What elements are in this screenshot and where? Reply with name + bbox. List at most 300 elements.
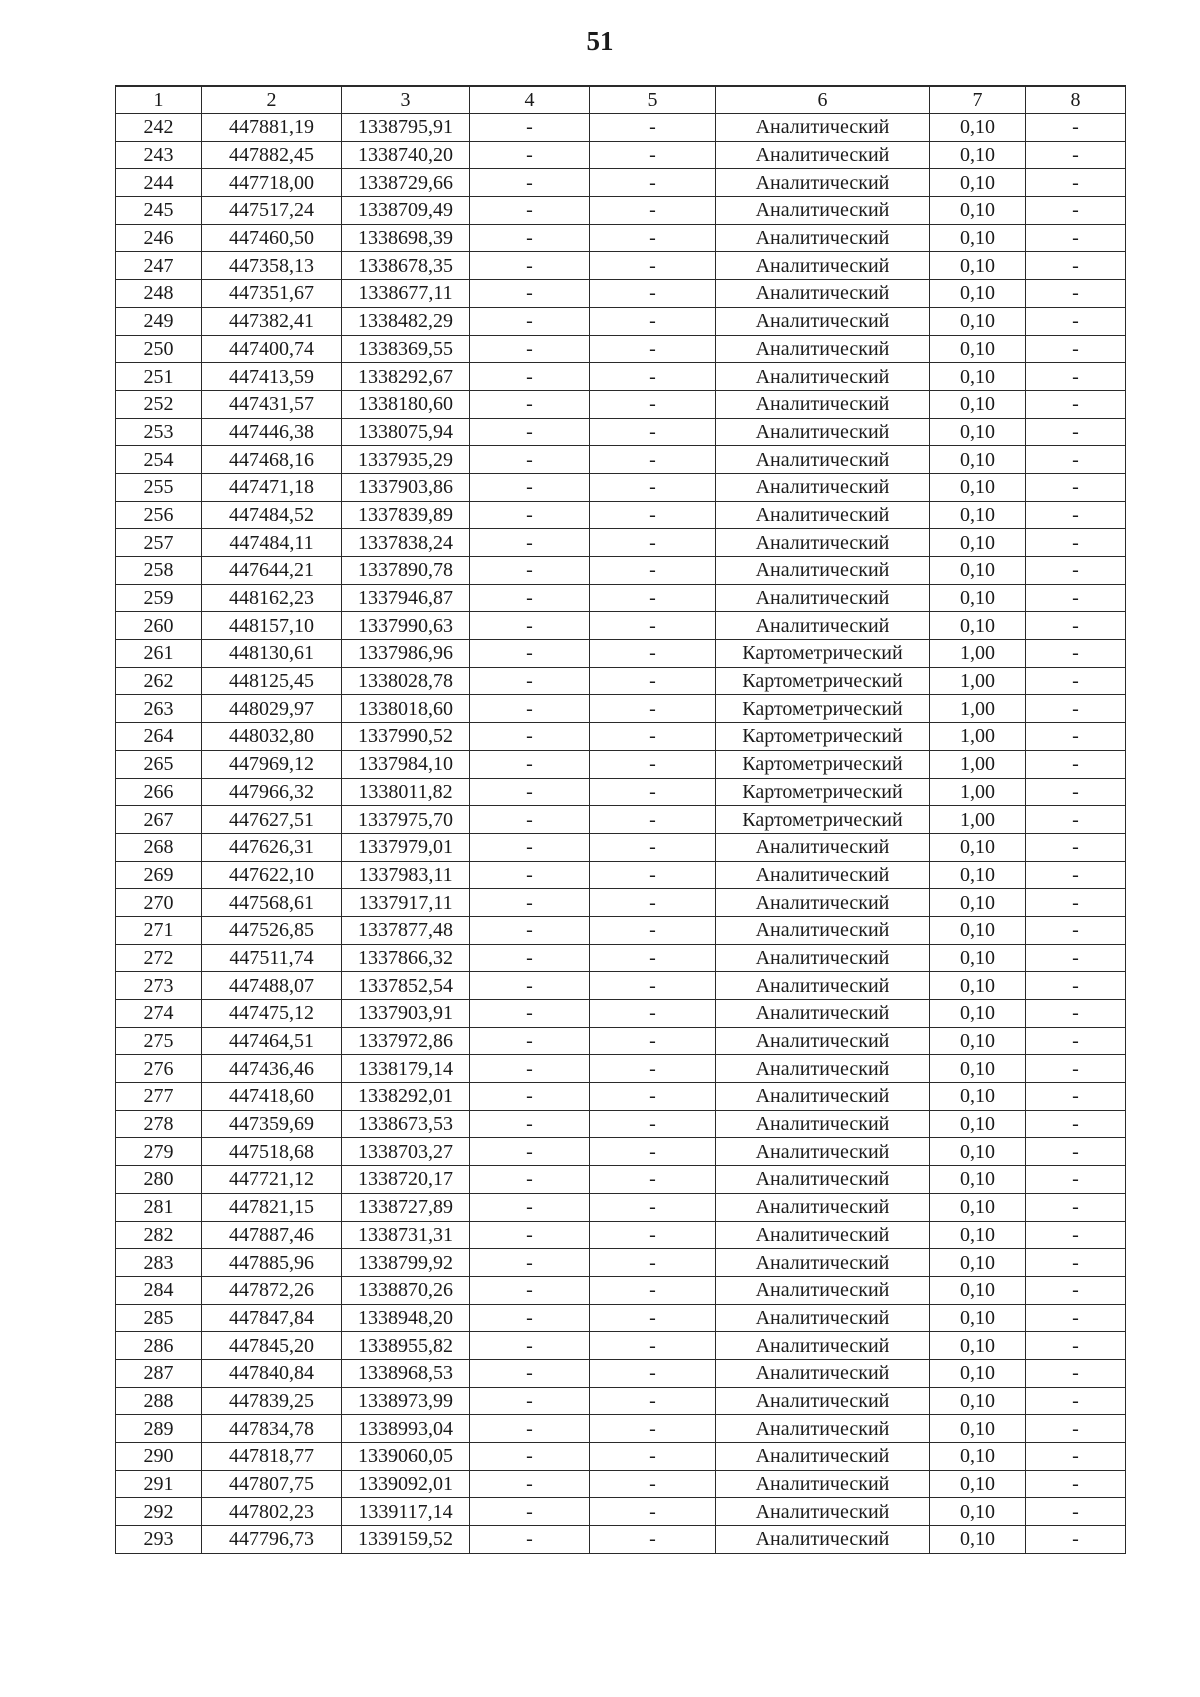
x-coordinate-cell: 447802,23 bbox=[202, 1498, 342, 1526]
method-cell: Аналитический bbox=[716, 584, 930, 612]
y-coordinate-cell: 1338678,35 bbox=[342, 252, 470, 280]
col5-cell: - bbox=[590, 1387, 716, 1415]
point-number-cell: 293 bbox=[116, 1526, 202, 1554]
col8-cell: - bbox=[1026, 916, 1126, 944]
col4-cell: - bbox=[470, 169, 590, 197]
col8-cell: - bbox=[1026, 1110, 1126, 1138]
col8-cell: - bbox=[1026, 667, 1126, 695]
point-number-cell: 282 bbox=[116, 1221, 202, 1249]
col5-cell: - bbox=[590, 1083, 716, 1111]
col5-cell: - bbox=[590, 280, 716, 308]
col8-cell: - bbox=[1026, 1332, 1126, 1360]
x-coordinate-cell: 448130,61 bbox=[202, 640, 342, 668]
col8-cell: - bbox=[1026, 1443, 1126, 1471]
y-coordinate-cell: 1337990,52 bbox=[342, 723, 470, 751]
y-coordinate-cell: 1339159,52 bbox=[342, 1526, 470, 1554]
y-coordinate-cell: 1338677,11 bbox=[342, 280, 470, 308]
x-coordinate-cell: 447818,77 bbox=[202, 1443, 342, 1471]
accuracy-cell: 0,10 bbox=[930, 1470, 1026, 1498]
col5-cell: - bbox=[590, 473, 716, 501]
col5-cell: - bbox=[590, 1000, 716, 1028]
accuracy-cell: 0,10 bbox=[930, 1526, 1026, 1554]
col4-cell: - bbox=[470, 723, 590, 751]
y-coordinate-cell: 1339060,05 bbox=[342, 1443, 470, 1471]
point-number-cell: 244 bbox=[116, 169, 202, 197]
accuracy-cell: 0,10 bbox=[930, 169, 1026, 197]
table-row bbox=[116, 861, 1126, 889]
point-number-cell: 261 bbox=[116, 640, 202, 668]
col4-cell: - bbox=[470, 280, 590, 308]
col5-cell: - bbox=[590, 806, 716, 834]
point-number-cell: 291 bbox=[116, 1470, 202, 1498]
col8-cell: - bbox=[1026, 1276, 1126, 1304]
method-cell: Картометрический bbox=[716, 695, 930, 723]
table-row bbox=[116, 280, 1126, 308]
col8-cell: - bbox=[1026, 197, 1126, 225]
col4-cell: - bbox=[470, 667, 590, 695]
col5-cell: - bbox=[590, 1498, 716, 1526]
accuracy-cell: 0,10 bbox=[930, 335, 1026, 363]
y-coordinate-cell: 1339117,14 bbox=[342, 1498, 470, 1526]
table-row bbox=[116, 114, 1126, 142]
col5-cell: - bbox=[590, 169, 716, 197]
point-number-cell: 249 bbox=[116, 307, 202, 335]
column-header: 4 bbox=[470, 86, 590, 114]
table-row bbox=[116, 916, 1126, 944]
point-number-cell: 278 bbox=[116, 1110, 202, 1138]
table-row bbox=[116, 1027, 1126, 1055]
col8-cell: - bbox=[1026, 307, 1126, 335]
col5-cell: - bbox=[590, 667, 716, 695]
col4-cell: - bbox=[470, 1359, 590, 1387]
col4-cell: - bbox=[470, 1221, 590, 1249]
method-cell: Аналитический bbox=[716, 114, 930, 142]
col4-cell: - bbox=[470, 1193, 590, 1221]
page-number: 51 bbox=[586, 26, 614, 56]
col4-cell: - bbox=[470, 307, 590, 335]
method-cell: Аналитический bbox=[716, 1193, 930, 1221]
col4-cell: - bbox=[470, 916, 590, 944]
method-cell: Аналитический bbox=[716, 1276, 930, 1304]
point-number-cell: 266 bbox=[116, 778, 202, 806]
y-coordinate-cell: 1338011,82 bbox=[342, 778, 470, 806]
col8-cell: - bbox=[1026, 390, 1126, 418]
table-row bbox=[116, 1000, 1126, 1028]
method-cell: Аналитический bbox=[716, 1526, 930, 1554]
col8-cell: - bbox=[1026, 1000, 1126, 1028]
method-cell: Аналитический bbox=[716, 197, 930, 225]
table-row bbox=[116, 1526, 1126, 1554]
x-coordinate-cell: 447518,68 bbox=[202, 1138, 342, 1166]
point-number-cell: 265 bbox=[116, 750, 202, 778]
col5-cell: - bbox=[590, 972, 716, 1000]
col8-cell: - bbox=[1026, 1138, 1126, 1166]
accuracy-cell: 0,10 bbox=[930, 1110, 1026, 1138]
col5-cell: - bbox=[590, 1470, 716, 1498]
accuracy-cell: 0,10 bbox=[930, 612, 1026, 640]
y-coordinate-cell: 1338973,99 bbox=[342, 1387, 470, 1415]
point-number-cell: 257 bbox=[116, 529, 202, 557]
point-number-cell: 263 bbox=[116, 695, 202, 723]
y-coordinate-cell: 1338731,31 bbox=[342, 1221, 470, 1249]
x-coordinate-cell: 447718,00 bbox=[202, 169, 342, 197]
accuracy-cell: 0,10 bbox=[930, 390, 1026, 418]
accuracy-cell: 0,10 bbox=[930, 1304, 1026, 1332]
col5-cell: - bbox=[590, 1110, 716, 1138]
y-coordinate-cell: 1338292,01 bbox=[342, 1083, 470, 1111]
method-cell: Аналитический bbox=[716, 1387, 930, 1415]
col5-cell: - bbox=[590, 1443, 716, 1471]
method-cell: Аналитический bbox=[716, 446, 930, 474]
col4-cell: - bbox=[470, 584, 590, 612]
table-row bbox=[116, 529, 1126, 557]
col8-cell: - bbox=[1026, 889, 1126, 917]
point-number-cell: 256 bbox=[116, 501, 202, 529]
col4-cell: - bbox=[470, 473, 590, 501]
table-row bbox=[116, 141, 1126, 169]
x-coordinate-cell: 447400,74 bbox=[202, 335, 342, 363]
method-cell: Аналитический bbox=[716, 1138, 930, 1166]
col8-cell: - bbox=[1026, 1249, 1126, 1277]
col5-cell: - bbox=[590, 1027, 716, 1055]
point-number-cell: 279 bbox=[116, 1138, 202, 1166]
point-number-cell: 288 bbox=[116, 1387, 202, 1415]
accuracy-cell: 0,10 bbox=[930, 529, 1026, 557]
col8-cell: - bbox=[1026, 141, 1126, 169]
col4-cell: - bbox=[470, 1498, 590, 1526]
col5-cell: - bbox=[590, 390, 716, 418]
point-number-cell: 269 bbox=[116, 861, 202, 889]
col5-cell: - bbox=[590, 114, 716, 142]
accuracy-cell: 0,10 bbox=[930, 1193, 1026, 1221]
col8-cell: - bbox=[1026, 1526, 1126, 1554]
x-coordinate-cell: 447471,18 bbox=[202, 473, 342, 501]
table-row bbox=[116, 944, 1126, 972]
point-number-cell: 274 bbox=[116, 1000, 202, 1028]
point-number-cell: 273 bbox=[116, 972, 202, 1000]
x-coordinate-cell: 447626,31 bbox=[202, 833, 342, 861]
col4-cell: - bbox=[470, 252, 590, 280]
col5-cell: - bbox=[590, 1221, 716, 1249]
method-cell: Картометрический bbox=[716, 806, 930, 834]
col4-cell: - bbox=[470, 1526, 590, 1554]
accuracy-cell: 0,10 bbox=[930, 1359, 1026, 1387]
y-coordinate-cell: 1337935,29 bbox=[342, 446, 470, 474]
col8-cell: - bbox=[1026, 501, 1126, 529]
method-cell: Аналитический bbox=[716, 473, 930, 501]
accuracy-cell: 1,00 bbox=[930, 667, 1026, 695]
table-row bbox=[116, 1470, 1126, 1498]
col4-cell: - bbox=[470, 806, 590, 834]
coordinates-table bbox=[115, 85, 1126, 1554]
method-cell: Аналитический bbox=[716, 612, 930, 640]
col8-cell: - bbox=[1026, 778, 1126, 806]
col5-cell: - bbox=[590, 446, 716, 474]
col5-cell: - bbox=[590, 889, 716, 917]
col4-cell: - bbox=[470, 363, 590, 391]
y-coordinate-cell: 1337946,87 bbox=[342, 584, 470, 612]
y-coordinate-cell: 1337986,96 bbox=[342, 640, 470, 668]
y-coordinate-cell: 1338369,55 bbox=[342, 335, 470, 363]
x-coordinate-cell: 447840,84 bbox=[202, 1359, 342, 1387]
accuracy-cell: 0,10 bbox=[930, 141, 1026, 169]
column-header: 8 bbox=[1026, 86, 1126, 114]
table-row bbox=[116, 584, 1126, 612]
table-row bbox=[116, 335, 1126, 363]
x-coordinate-cell: 447887,46 bbox=[202, 1221, 342, 1249]
x-coordinate-cell: 447966,32 bbox=[202, 778, 342, 806]
point-number-cell: 285 bbox=[116, 1304, 202, 1332]
method-cell: Аналитический bbox=[716, 1498, 930, 1526]
col8-cell: - bbox=[1026, 418, 1126, 446]
col4-cell: - bbox=[470, 778, 590, 806]
col4-cell: - bbox=[470, 1304, 590, 1332]
col5-cell: - bbox=[590, 501, 716, 529]
col4-cell: - bbox=[470, 1138, 590, 1166]
col8-cell: - bbox=[1026, 750, 1126, 778]
col8-cell: - bbox=[1026, 446, 1126, 474]
x-coordinate-cell: 447796,73 bbox=[202, 1526, 342, 1554]
x-coordinate-cell: 447526,85 bbox=[202, 916, 342, 944]
col4-cell: - bbox=[470, 1276, 590, 1304]
x-coordinate-cell: 447358,13 bbox=[202, 252, 342, 280]
col4-cell: - bbox=[470, 390, 590, 418]
method-cell: Аналитический bbox=[716, 861, 930, 889]
accuracy-cell: 0,10 bbox=[930, 1221, 1026, 1249]
col8-cell: - bbox=[1026, 944, 1126, 972]
accuracy-cell: 0,10 bbox=[930, 557, 1026, 585]
col8-cell: - bbox=[1026, 224, 1126, 252]
point-number-cell: 275 bbox=[116, 1027, 202, 1055]
point-number-cell: 246 bbox=[116, 224, 202, 252]
method-cell: Аналитический bbox=[716, 1000, 930, 1028]
table-row bbox=[116, 446, 1126, 474]
point-number-cell: 252 bbox=[116, 390, 202, 418]
col8-cell: - bbox=[1026, 640, 1126, 668]
table-row bbox=[116, 1276, 1126, 1304]
col5-cell: - bbox=[590, 1193, 716, 1221]
table-row bbox=[116, 612, 1126, 640]
point-number-cell: 254 bbox=[116, 446, 202, 474]
method-cell: Картометрический bbox=[716, 750, 930, 778]
col8-cell: - bbox=[1026, 169, 1126, 197]
y-coordinate-cell: 1337972,86 bbox=[342, 1027, 470, 1055]
x-coordinate-cell: 447413,59 bbox=[202, 363, 342, 391]
y-coordinate-cell: 1337975,70 bbox=[342, 806, 470, 834]
y-coordinate-cell: 1338703,27 bbox=[342, 1138, 470, 1166]
col4-cell: - bbox=[470, 1000, 590, 1028]
y-coordinate-cell: 1338740,20 bbox=[342, 141, 470, 169]
x-coordinate-cell: 447484,11 bbox=[202, 529, 342, 557]
accuracy-cell: 0,10 bbox=[930, 1415, 1026, 1443]
y-coordinate-cell: 1338795,91 bbox=[342, 114, 470, 142]
table-row bbox=[116, 473, 1126, 501]
x-coordinate-cell: 448157,10 bbox=[202, 612, 342, 640]
table-row bbox=[116, 363, 1126, 391]
col8-cell: - bbox=[1026, 1304, 1126, 1332]
point-number-cell: 271 bbox=[116, 916, 202, 944]
table-row bbox=[116, 390, 1126, 418]
col4-cell: - bbox=[470, 418, 590, 446]
x-coordinate-cell: 447807,75 bbox=[202, 1470, 342, 1498]
point-number-cell: 287 bbox=[116, 1359, 202, 1387]
col5-cell: - bbox=[590, 1526, 716, 1554]
method-cell: Аналитический bbox=[716, 1166, 930, 1194]
y-coordinate-cell: 1337852,54 bbox=[342, 972, 470, 1000]
y-coordinate-cell: 1338673,53 bbox=[342, 1110, 470, 1138]
col5-cell: - bbox=[590, 557, 716, 585]
col4-cell: - bbox=[470, 501, 590, 529]
x-coordinate-cell: 447847,84 bbox=[202, 1304, 342, 1332]
x-coordinate-cell: 447484,52 bbox=[202, 501, 342, 529]
col5-cell: - bbox=[590, 1304, 716, 1332]
accuracy-cell: 0,10 bbox=[930, 833, 1026, 861]
method-cell: Картометрический bbox=[716, 778, 930, 806]
table-row bbox=[116, 723, 1126, 751]
col5-cell: - bbox=[590, 612, 716, 640]
col4-cell: - bbox=[470, 529, 590, 557]
point-number-cell: 270 bbox=[116, 889, 202, 917]
method-cell: Картометрический bbox=[716, 640, 930, 668]
y-coordinate-cell: 1338727,89 bbox=[342, 1193, 470, 1221]
accuracy-cell: 0,10 bbox=[930, 1055, 1026, 1083]
method-cell: Аналитический bbox=[716, 252, 930, 280]
accuracy-cell: 0,10 bbox=[930, 916, 1026, 944]
method-cell: Аналитический bbox=[716, 501, 930, 529]
col5-cell: - bbox=[590, 750, 716, 778]
x-coordinate-cell: 447488,07 bbox=[202, 972, 342, 1000]
point-number-cell: 251 bbox=[116, 363, 202, 391]
point-number-cell: 284 bbox=[116, 1276, 202, 1304]
method-cell: Аналитический bbox=[716, 1249, 930, 1277]
y-coordinate-cell: 1338968,53 bbox=[342, 1359, 470, 1387]
accuracy-cell: 0,10 bbox=[930, 252, 1026, 280]
method-cell: Аналитический bbox=[716, 1221, 930, 1249]
col5-cell: - bbox=[590, 723, 716, 751]
col4-cell: - bbox=[470, 1083, 590, 1111]
point-number-cell: 247 bbox=[116, 252, 202, 280]
point-number-cell: 258 bbox=[116, 557, 202, 585]
point-number-cell: 253 bbox=[116, 418, 202, 446]
x-coordinate-cell: 448125,45 bbox=[202, 667, 342, 695]
table-row bbox=[116, 1110, 1126, 1138]
x-coordinate-cell: 447885,96 bbox=[202, 1249, 342, 1277]
method-cell: Аналитический bbox=[716, 889, 930, 917]
table-row bbox=[116, 1332, 1126, 1360]
col5-cell: - bbox=[590, 833, 716, 861]
col8-cell: - bbox=[1026, 1387, 1126, 1415]
table-row bbox=[116, 1249, 1126, 1277]
y-coordinate-cell: 1337917,11 bbox=[342, 889, 470, 917]
col5-cell: - bbox=[590, 141, 716, 169]
col4-cell: - bbox=[470, 1027, 590, 1055]
point-number-cell: 259 bbox=[116, 584, 202, 612]
y-coordinate-cell: 1337990,63 bbox=[342, 612, 470, 640]
col4-cell: - bbox=[470, 1166, 590, 1194]
col4-cell: - bbox=[470, 750, 590, 778]
point-number-cell: 267 bbox=[116, 806, 202, 834]
col8-cell: - bbox=[1026, 1166, 1126, 1194]
table-header-row bbox=[116, 86, 1126, 114]
accuracy-cell: 0,10 bbox=[930, 972, 1026, 1000]
column-header: 5 bbox=[590, 86, 716, 114]
y-coordinate-cell: 1337903,86 bbox=[342, 473, 470, 501]
point-number-cell: 290 bbox=[116, 1443, 202, 1471]
table-row bbox=[116, 197, 1126, 225]
accuracy-cell: 0,10 bbox=[930, 1443, 1026, 1471]
col4-cell: - bbox=[470, 557, 590, 585]
y-coordinate-cell: 1338028,78 bbox=[342, 667, 470, 695]
method-cell: Картометрический bbox=[716, 667, 930, 695]
accuracy-cell: 0,10 bbox=[930, 1387, 1026, 1415]
method-cell: Аналитический bbox=[716, 1443, 930, 1471]
col5-cell: - bbox=[590, 224, 716, 252]
y-coordinate-cell: 1338179,14 bbox=[342, 1055, 470, 1083]
method-cell: Аналитический bbox=[716, 363, 930, 391]
accuracy-cell: 1,00 bbox=[930, 778, 1026, 806]
method-cell: Аналитический bbox=[716, 1470, 930, 1498]
method-cell: Аналитический bbox=[716, 224, 930, 252]
table-row bbox=[116, 252, 1126, 280]
table-row bbox=[116, 1359, 1126, 1387]
x-coordinate-cell: 447881,19 bbox=[202, 114, 342, 142]
col4-cell: - bbox=[470, 861, 590, 889]
col5-cell: - bbox=[590, 529, 716, 557]
col8-cell: - bbox=[1026, 1470, 1126, 1498]
col5-cell: - bbox=[590, 1276, 716, 1304]
col8-cell: - bbox=[1026, 363, 1126, 391]
col8-cell: - bbox=[1026, 1498, 1126, 1526]
point-number-cell: 283 bbox=[116, 1249, 202, 1277]
accuracy-cell: 0,10 bbox=[930, 1249, 1026, 1277]
col8-cell: - bbox=[1026, 861, 1126, 889]
x-coordinate-cell: 447622,10 bbox=[202, 861, 342, 889]
column-header: 6 bbox=[716, 86, 930, 114]
col8-cell: - bbox=[1026, 584, 1126, 612]
y-coordinate-cell: 1337983,11 bbox=[342, 861, 470, 889]
col8-cell: - bbox=[1026, 612, 1126, 640]
table-row bbox=[116, 501, 1126, 529]
x-coordinate-cell: 447418,60 bbox=[202, 1083, 342, 1111]
x-coordinate-cell: 447446,38 bbox=[202, 418, 342, 446]
y-coordinate-cell: 1338292,67 bbox=[342, 363, 470, 391]
y-coordinate-cell: 1338180,60 bbox=[342, 390, 470, 418]
x-coordinate-cell: 447721,12 bbox=[202, 1166, 342, 1194]
table-row bbox=[116, 1443, 1126, 1471]
method-cell: Аналитический bbox=[716, 1359, 930, 1387]
accuracy-cell: 0,10 bbox=[930, 1332, 1026, 1360]
point-number-cell: 250 bbox=[116, 335, 202, 363]
point-number-cell: 292 bbox=[116, 1498, 202, 1526]
table-row bbox=[116, 1166, 1126, 1194]
method-cell: Аналитический bbox=[716, 529, 930, 557]
accuracy-cell: 0,10 bbox=[930, 1498, 1026, 1526]
col4-cell: - bbox=[470, 640, 590, 668]
col4-cell: - bbox=[470, 1470, 590, 1498]
col8-cell: - bbox=[1026, 473, 1126, 501]
x-coordinate-cell: 447382,41 bbox=[202, 307, 342, 335]
point-number-cell: 264 bbox=[116, 723, 202, 751]
accuracy-cell: 1,00 bbox=[930, 750, 1026, 778]
accuracy-cell: 1,00 bbox=[930, 640, 1026, 668]
table-row bbox=[116, 1304, 1126, 1332]
col5-cell: - bbox=[590, 1359, 716, 1387]
point-number-cell: 245 bbox=[116, 197, 202, 225]
x-coordinate-cell: 447464,51 bbox=[202, 1027, 342, 1055]
method-cell: Аналитический bbox=[716, 1027, 930, 1055]
accuracy-cell: 0,10 bbox=[930, 224, 1026, 252]
col5-cell: - bbox=[590, 778, 716, 806]
